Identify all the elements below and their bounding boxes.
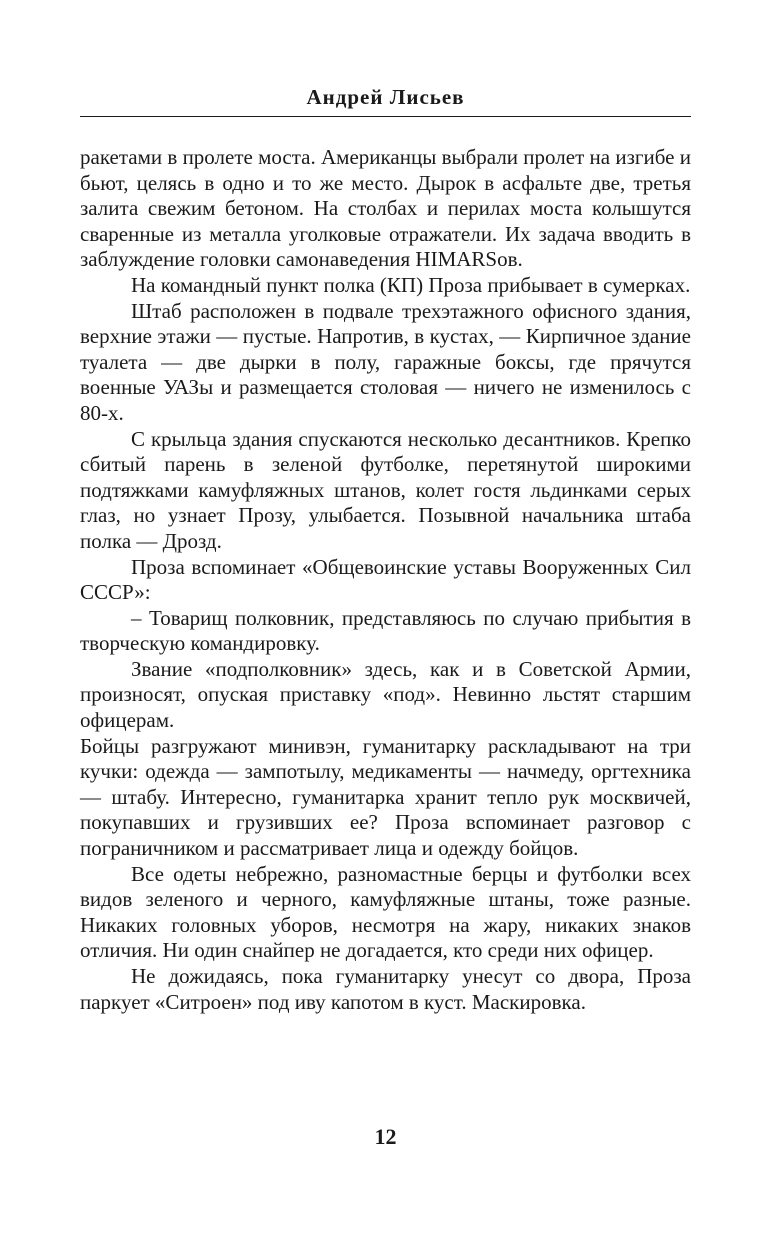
paragraph: ракетами в пролете моста. Американцы выбрали пролет на изгибе и бьют, целясь в одно и то же место. Дырок в асфальте две, третья залита свежим бетоном. На столбах и перилах моста колышутся сваренные из металла уголковые отражатели. Их задача вводить в заблуждение головки самонаведения HIMARSов.	[80, 145, 691, 272]
page-number: 12	[374, 1124, 397, 1149]
paragraph: Все одеты небрежно, разномастные берцы и футболки всех видов зеленого и черного, камуфляжные штаны, тоже разные. Никаких головных уборов, несмотря на жару, никаких знаков отличия. Ни один снайпер не догадается, кто среди них офицер.	[80, 861, 691, 963]
paragraph: Не дожидаясь, пока гуманитарку унесут со двора, Проза паркует «Ситроен» под иву капотом в куст. Маскировка.	[80, 964, 691, 1014]
body-text	[80, 145, 691, 1015]
paragraph: С крыльца здания спускаются несколько десантников. Крепко сбитый парень в зеленой футболке, перетянутой широкими подтяжками камуфляжных штанов, колет гостя льдинками серых глаз, но узнает Прозу, улыбается. Позывной начальника штаба полка — Дрозд.	[80, 426, 691, 553]
paragraph: Звание «подполковник» здесь, как и в Советской Армии, произносят, опуская приставку «под». Невинно льстят старшим офицерам.	[80, 656, 691, 733]
paragraph: На командный пункт полка (КП) Проза прибывает в сумерках.	[131, 272, 691, 297]
header-rule	[80, 116, 691, 117]
paragraph: – Товарищ полковник, представляюсь по случаю прибытия в творческую командировку.	[80, 605, 691, 656]
running-head: Андрей Лисьев	[306, 85, 465, 109]
paragraph: Штаб расположен в подвале трехэтажного офисного здания, верхние этажи — пустые. Напротив, в кустах, — Кирпичное здание туалета — две дырки в полу, гаражные боксы, где прячутся военные УАЗы и размещается столовая — ничего не изменилось с 80-х.	[80, 298, 691, 425]
paragraph: Бойцы разгружают минивэн, гуманитарку раскладывают на три кучки: одежда — зампотылу, медикаменты — начмеду, оргтехника — штабу. Интересно, гуманитарка хранит тепло рук москвичей, покупавших и грузивших ее? Проза вспоминает разговор с пограничником и рассматривает лица и одежду бойцов.	[80, 733, 691, 861]
paragraph: Проза вспоминает «Общевоинские уставы Вооруженных Сил СССР»:	[80, 554, 691, 605]
